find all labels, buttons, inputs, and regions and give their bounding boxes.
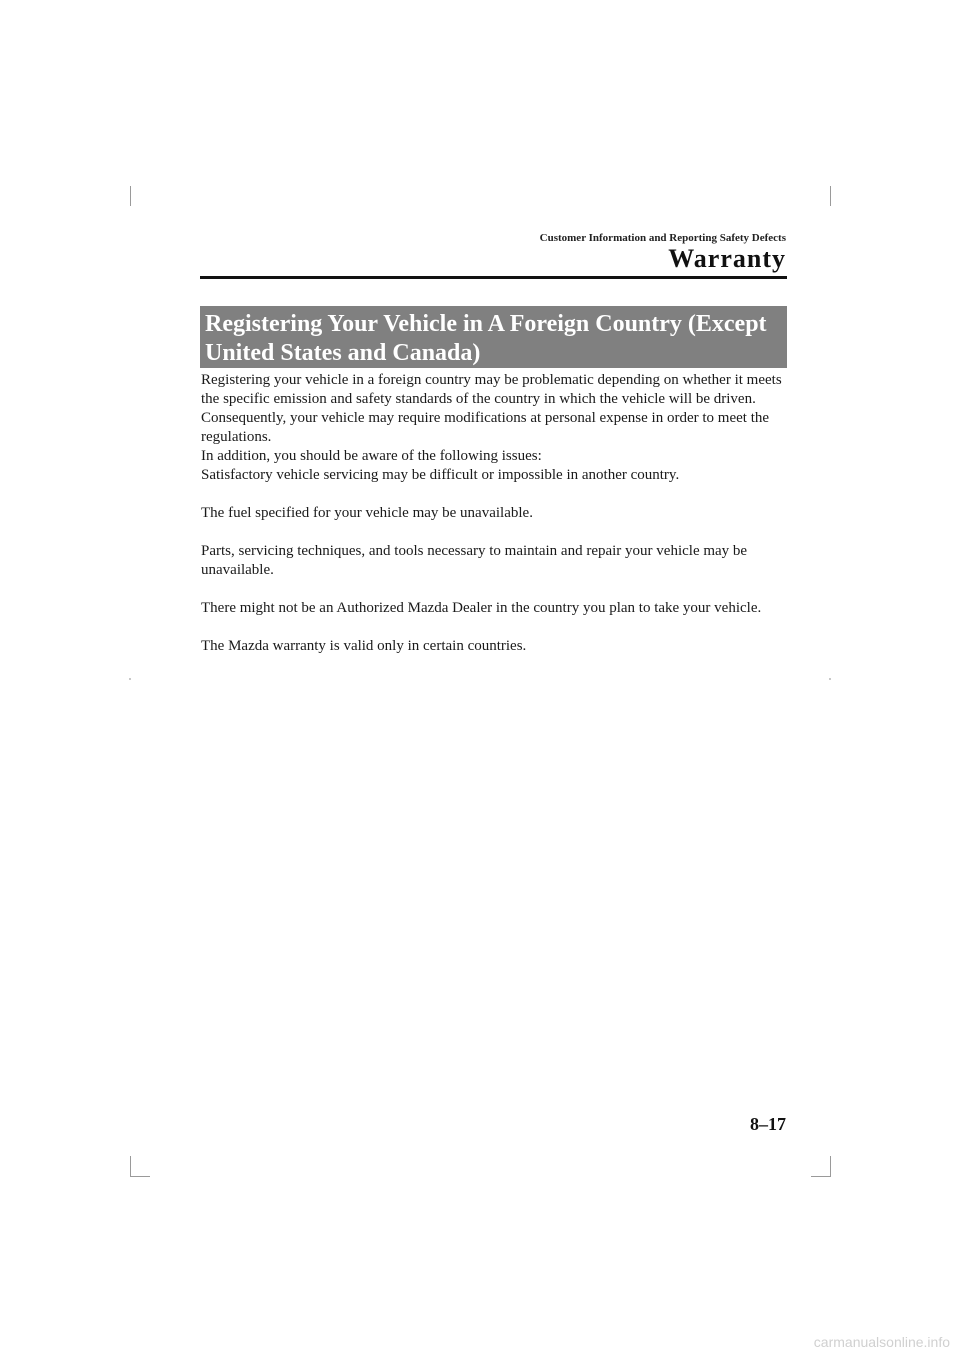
crop-mark-bottom-right — [830, 1156, 831, 1176]
crop-mark-top-left — [130, 186, 131, 206]
issue-item: There might not be an Authorized Mazda Dealer in the country you plan to take your vehicle. — [201, 600, 762, 616]
issue-item: Satisfactory vehicle servicing may be difficult or impossible in another country. — [201, 467, 680, 483]
crop-mark-bottom-right-h — [811, 1176, 831, 1177]
section-banner — [200, 306, 787, 368]
page-number: 8–17 — [750, 1114, 786, 1134]
intro-paragraph: Registering your vehicle in a foreign country may be problematic depending on whether it meets the specific emission and safety standards of the country in which the vehicle will be driven. Consequently, your vehicle may require modifications at personal expense in order to meet the regulations. — [201, 372, 782, 445]
issue-item: Parts, servicing techniques, and tools necessary to maintain and repair your vehicle may be unavailable. — [201, 543, 748, 578]
running-head: Customer Information and Reporting Safety Defects — [539, 232, 786, 244]
crop-mark-top-right — [830, 186, 831, 206]
header-rule — [200, 276, 787, 279]
watermark: carmanualsonline.info — [813, 1334, 950, 1350]
issue-item: The fuel specified for your vehicle may be unavailable. — [201, 505, 533, 521]
chapter-title: Warranty — [668, 244, 786, 273]
lead-in-paragraph: In addition, you should be aware of the following issues: — [201, 448, 542, 464]
crop-mark-bottom-left-h — [130, 1176, 150, 1177]
crop-mark-mid-left — [129, 678, 131, 680]
crop-mark-bottom-left — [130, 1156, 131, 1176]
body-text — [201, 371, 791, 656]
issue-item: The Mazda warranty is valid only in certain countries. — [201, 638, 527, 654]
crop-mark-mid-right — [829, 678, 831, 680]
section-title: Registering Your Vehicle in A Foreign Country (Except United States and Canada) — [205, 311, 767, 366]
